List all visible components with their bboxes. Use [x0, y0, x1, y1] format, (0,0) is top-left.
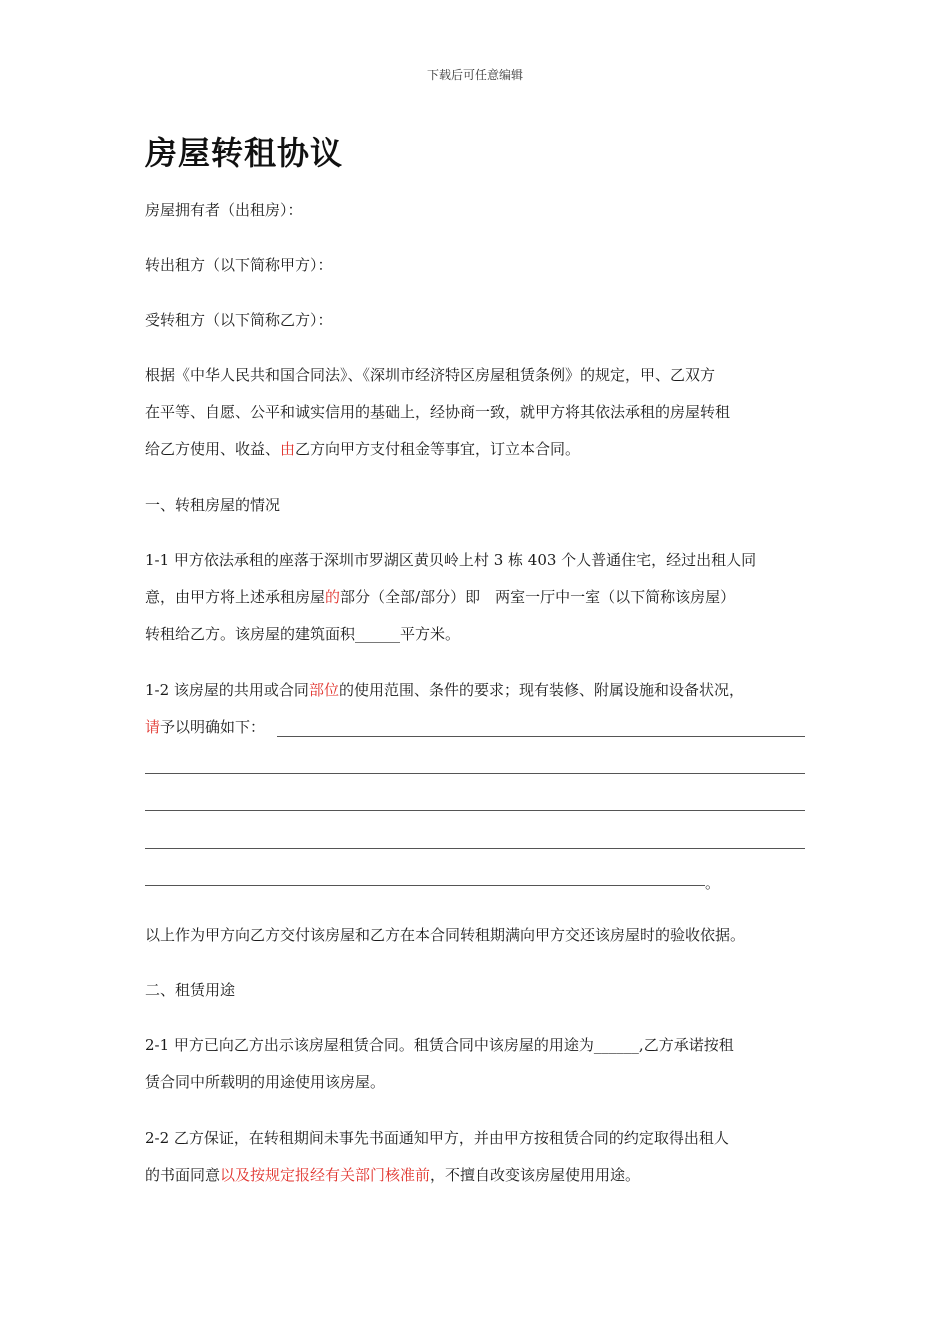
clause-2-2-text: ，不擅自改变该房屋使用用途。: [430, 1166, 641, 1184]
fill-in-line: [145, 885, 705, 886]
preamble-line-3: [145, 431, 810, 468]
revision-mark: 由: [280, 440, 296, 458]
clause-2-2-line-1: 2-2 乙方保证，在转租期间未事先书面通知甲方，并由甲方按租赁合同的约定取得出租人: [145, 1129, 729, 1147]
clause-1-2-line-1: [145, 672, 810, 709]
preamble-line-3-text: 给乙方使用、收益、: [145, 440, 281, 458]
clause-1-1-text: 意，由甲方将上述承租房屋: [145, 588, 326, 606]
clause-1-1-line-2: [145, 579, 810, 616]
clause-1-1-line-3: 转租给乙方。该房屋的建筑面积______平方米。: [145, 625, 461, 643]
clause-1-2-text: 予以明确如下：: [160, 718, 266, 736]
party-a-line: 转出租方（以下简称甲方）：: [145, 256, 333, 274]
clause-1-1: [145, 542, 810, 653]
revision-mark: 以及按规定报经有关部门核准前: [220, 1166, 431, 1184]
preamble-line-3-text: 乙方向甲方支付租金等事宜，订立本合同。: [295, 440, 581, 458]
clause-1-1-line-1: 1-1 甲方依法承租的座落于深圳市罗湖区黄贝岭上村 3 栋 403 个人普通住宅，经过出租人同: [145, 551, 757, 569]
fill-in-line: [145, 810, 805, 811]
clause-2-2-line-2: [145, 1157, 810, 1194]
fill-in-line: [277, 736, 805, 737]
header-note: 下载后可任意编辑: [426, 68, 523, 82]
clause-2-1-line-1: 2-1 甲方已向乙方出示该房屋租赁合同。租赁合同中该房屋的用途为______,乙方承诺按租: [145, 1036, 734, 1054]
acceptance-paragraph: 以上作为甲方向乙方交付该房屋和乙方在本合同转租期满向甲方交还该房屋时的验收依据。: [145, 926, 746, 944]
clause-1-2-line-2: [145, 709, 810, 746]
clause-2-2: [145, 1120, 810, 1194]
revision-mark: 的: [325, 588, 341, 606]
party-b-line: 受转租方（以下简称乙方）：: [145, 311, 333, 329]
clause-1-2-text: 的使用范围、条件的要求；现有装修、附属设施和设备状况，: [338, 681, 744, 699]
clause-2-1-line-2: 赁合同中所载明的用途使用该房屋。: [145, 1073, 386, 1091]
fill-in-end-mark: 。: [705, 874, 721, 892]
clause-2-1: [145, 1027, 810, 1101]
clause-1-1-text: 部分（全部/部分）即 两室一厅中一室（以下简称该房屋）: [340, 588, 736, 606]
revision-mark: 请: [145, 718, 161, 736]
clause-2-2-text: 的书面同意: [145, 1166, 221, 1184]
document-title: 房屋转租协议: [145, 134, 344, 172]
preamble-line-1: 根据《中华人民共和国合同法》、《深圳市经济特区房屋租赁条例》的规定，甲、乙双方: [145, 366, 716, 384]
owner-line: 房屋拥有者（出租房）：: [145, 201, 303, 219]
preamble-line-2: 在平等、自愿、公平和诚实信用的基础上，经协商一致，就甲方将其依法承租的房屋转租: [145, 403, 731, 421]
preamble-paragraph: [145, 357, 810, 468]
clause-1-2-text: 1-2 该房屋的共用或合同: [145, 681, 309, 699]
clause-1-2: [145, 672, 810, 746]
revision-mark: 部位: [308, 681, 339, 699]
fill-in-line: [145, 773, 805, 774]
section-1-heading: 一、转租房屋的情况: [145, 496, 281, 514]
fill-in-line: [145, 848, 805, 849]
section-2-heading: 二、租赁用途: [145, 981, 236, 999]
